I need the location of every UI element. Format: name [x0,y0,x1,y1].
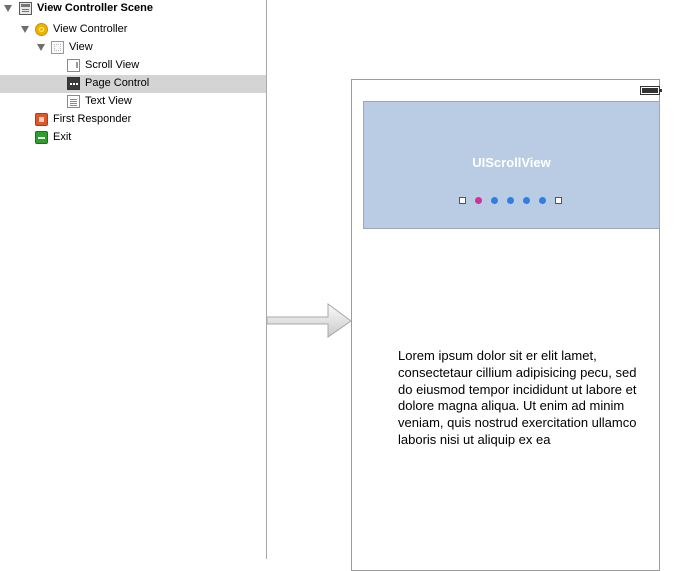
outline-label-text-view: Text View [85,95,132,107]
outline-row-page-control[interactable] [0,75,266,93]
scroll-view-label: UIScrollView [472,155,551,170]
outline-row-view-controller-scene[interactable] [0,0,266,18]
disclosure-triangle-icon[interactable] [4,5,12,12]
scene-icon [19,2,32,15]
page-control-handle[interactable] [459,197,466,204]
outline-row-text-view[interactable] [0,93,266,111]
page-indicator[interactable] [507,197,514,204]
page-control[interactable] [459,196,565,206]
outline-label-view-controller: View Controller [53,23,128,35]
outline-row-first-responder[interactable] [0,111,266,129]
scroll-view[interactable] [363,101,660,229]
view-controller-icon [35,23,48,36]
page-indicator-current[interactable] [475,197,482,204]
page-indicator[interactable] [491,197,498,204]
view-controller-canvas[interactable] [351,79,660,571]
outline-label-first-responder: First Responder [53,113,132,125]
text-view[interactable]: Lorem ipsum dolor sit er elit lamet, consectetaur cillium adipisicing pecu, sed do eiusmod tempor incididunt ut labore et dolore magna aliqua. Ut enim ad minim veniam, quis nostrud exercitation ullamco laboris nisi ut aliquip ex ea [398,348,637,447]
pane-divider[interactable] [266,0,267,559]
first-responder-icon [35,113,48,126]
exit-icon [35,131,48,144]
outline-row-view[interactable] [0,39,266,57]
text-view-icon [67,95,80,108]
scroll-view-icon [67,59,80,72]
disclosure-triangle-icon[interactable] [21,26,29,33]
outline-row-scroll-view[interactable] [0,57,266,75]
outline-label-page-control: Page Control [85,77,150,89]
outline-label-scroll-view: Scroll View [85,59,140,71]
page-control-icon [67,77,80,90]
disclosure-triangle-icon[interactable] [37,44,45,51]
outline-row-view-controller[interactable] [0,21,266,39]
document-outline [0,0,266,559]
page-indicator[interactable] [523,197,530,204]
outline-label-view: View [69,41,93,53]
page-indicator[interactable] [539,197,546,204]
storyboard-entry-arrow-icon [266,300,356,342]
outline-row-exit[interactable] [0,129,266,147]
outline-label-exit: Exit [53,131,72,143]
view-icon [51,41,64,54]
battery-icon [640,86,660,95]
outline-label-scene: View Controller Scene [37,2,153,14]
page-control-handle[interactable] [555,197,562,204]
